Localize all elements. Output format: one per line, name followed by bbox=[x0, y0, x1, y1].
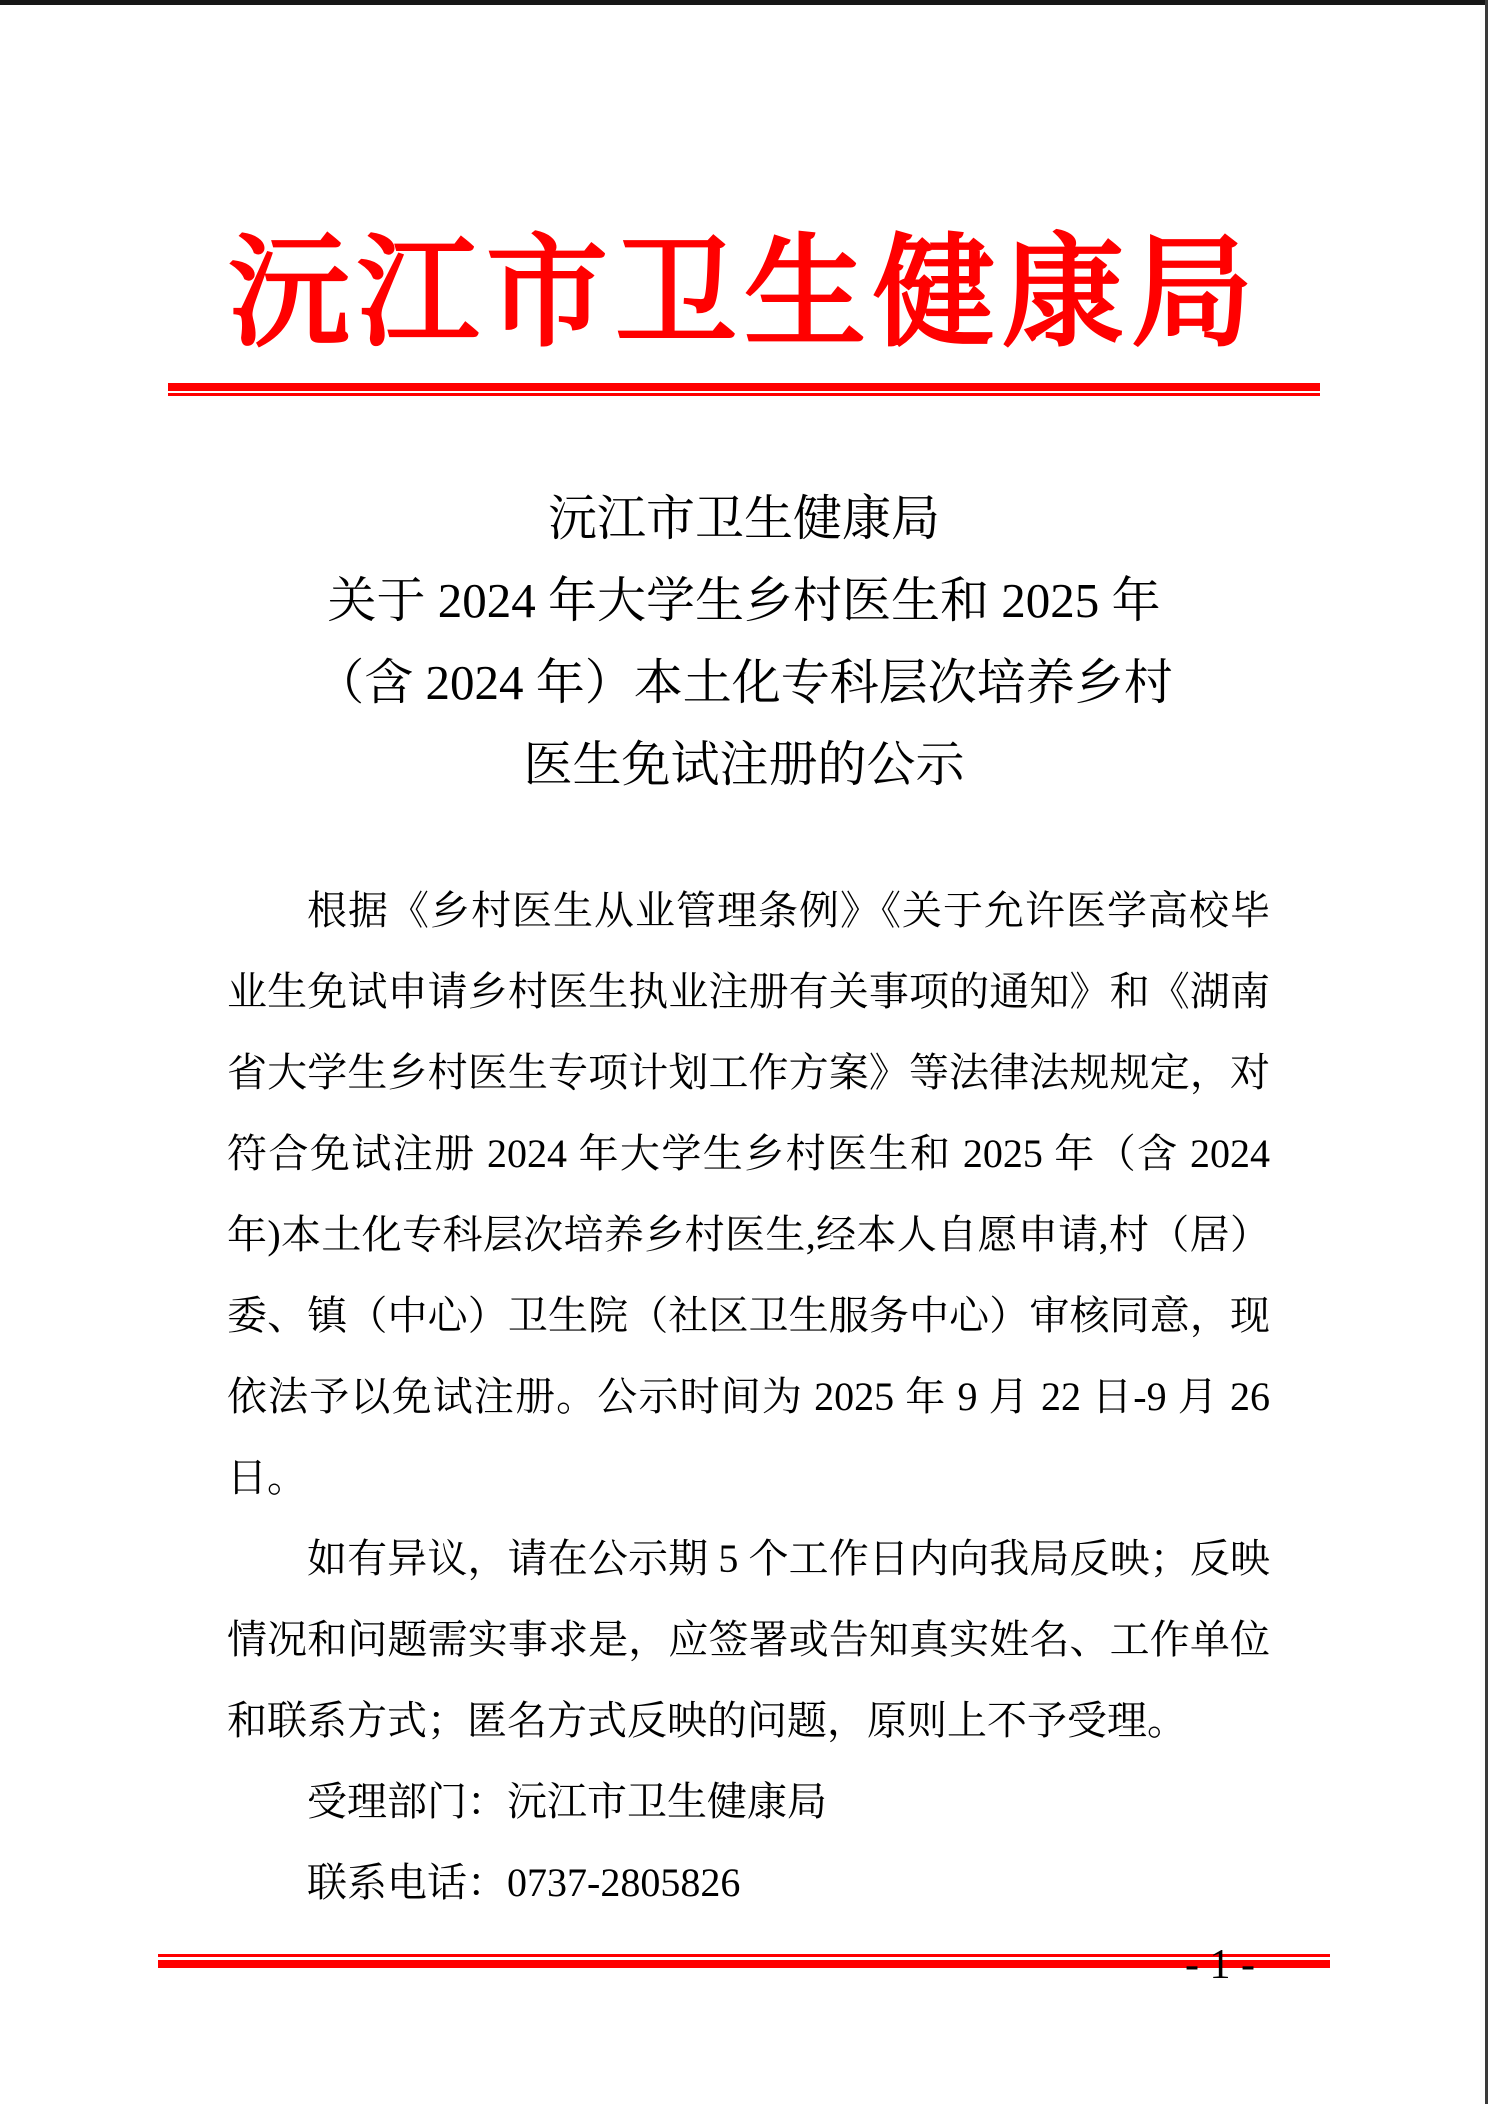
body-line: 符合免试注册 2024 年大学生乡村医生和 2025 年（含 2024 bbox=[227, 1131, 1270, 1176]
letterhead-org-name: 沅江市卫生健康局 bbox=[228, 227, 1260, 362]
letterhead-rule-thick-line bbox=[168, 383, 1320, 391]
body-line: 情况和问题需实事求是，应签署或告知真实姓名、工作单位 bbox=[227, 1617, 1270, 1662]
page-top-edge bbox=[0, 0, 1488, 5]
body-line: 年)本土化专科层次培养乡村医生,经本人自愿申请,村（居） bbox=[227, 1212, 1270, 1257]
body-paragraph bbox=[227, 870, 1270, 1518]
body-line: 联系电话：0737-2805826 bbox=[307, 1860, 741, 1905]
document-title-line: 医生免试注册的公示 bbox=[523, 737, 965, 792]
body-line: 根据《乡村医生从业管理条例》《关于允许医学高校毕 bbox=[307, 888, 1270, 933]
body-line: 业生免试申请乡村医生执业注册有关事项的通知》和《湖南 bbox=[227, 969, 1270, 1014]
body-paragraph bbox=[227, 1518, 1270, 1761]
body-line: 日。 bbox=[227, 1455, 307, 1500]
body-line: 如有异议，请在公示期 5 个工作日内向我局反映；反映 bbox=[307, 1536, 1270, 1581]
body-line: 委、镇（中心）卫生院（社区卫生服务中心）审核同意，现 bbox=[227, 1293, 1270, 1338]
body-line: 依法予以免试注册。公示时间为 2025 年 9 月 22 日-9 月 26 bbox=[227, 1374, 1270, 1419]
body-paragraph bbox=[227, 1842, 1270, 1923]
document-title-line: 沅江市卫生健康局 bbox=[547, 491, 940, 546]
body-line: 和联系方式；匿名方式反映的问题，原则上不予受理。 bbox=[227, 1698, 1187, 1743]
document-title-line: （含 2024 年）本土化专科层次培养乡村 bbox=[315, 655, 1173, 710]
footer-rule-thick-line bbox=[158, 1960, 1330, 1968]
body-line: 省大学生乡村医生专项计划工作方案》等法律法规规定，对 bbox=[227, 1050, 1270, 1095]
letterhead-separator-rule bbox=[168, 383, 1320, 396]
document-body bbox=[227, 870, 1270, 1923]
body-line: 受理部门：沅江市卫生健康局 bbox=[307, 1779, 827, 1824]
footer-separator-rule bbox=[158, 1954, 1330, 1968]
page-number: - 1 - bbox=[1185, 1942, 1255, 1988]
letterhead-rule-thin-line bbox=[168, 393, 1320, 396]
document-title-line: 关于 2024 年大学生乡村医生和 2025 年 bbox=[327, 573, 1161, 628]
body-paragraph bbox=[227, 1761, 1270, 1842]
document-title bbox=[0, 478, 1488, 806]
